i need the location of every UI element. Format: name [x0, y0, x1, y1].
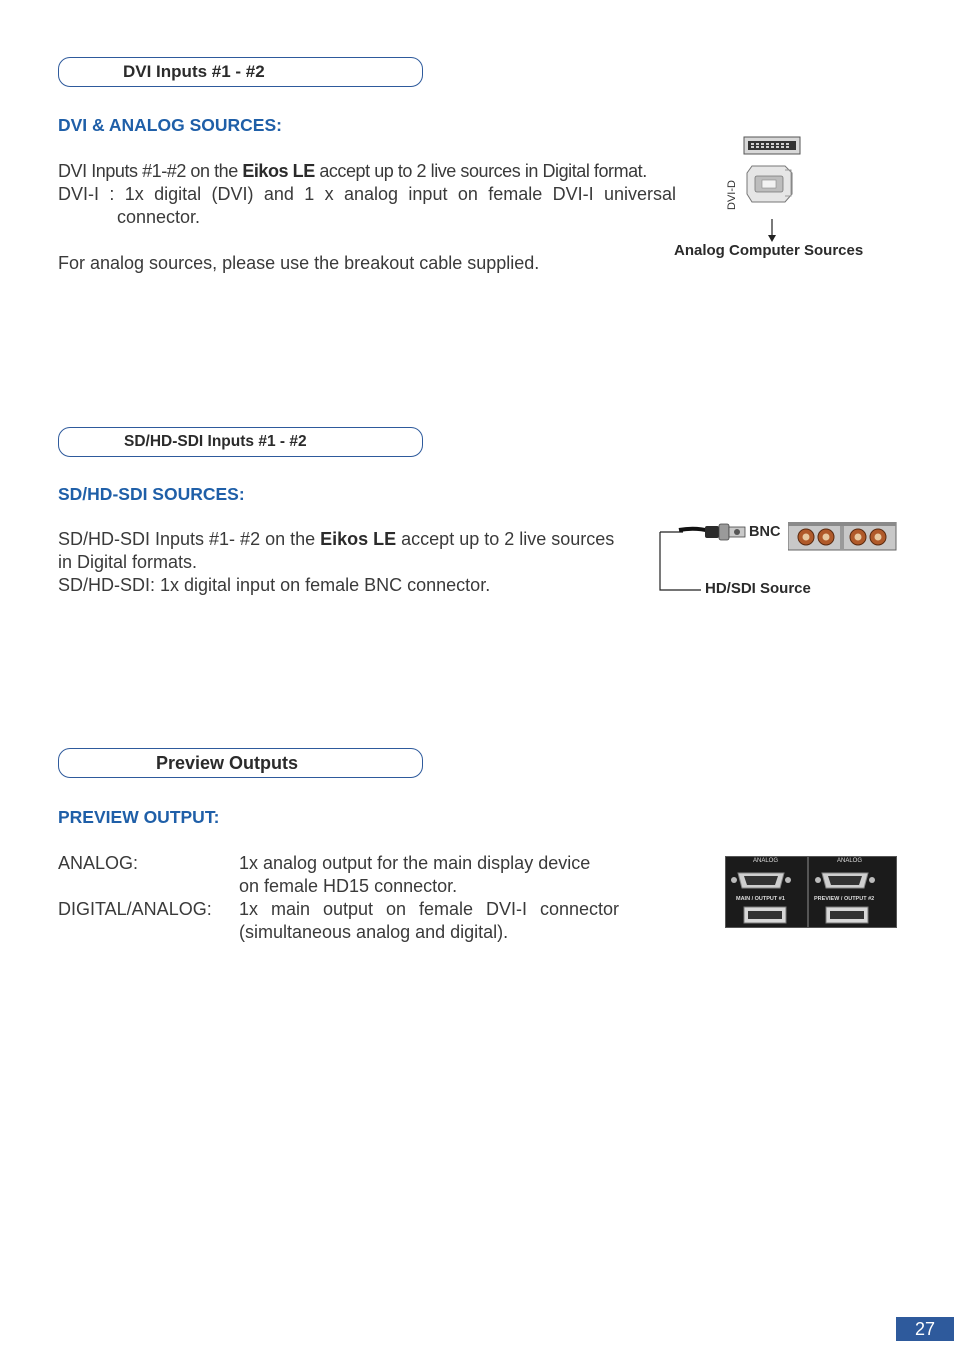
hd-sdi-source-caption: HD/SDI Source [705, 580, 811, 597]
dvi-paragraph: DVI Inputs #1-#2 on the Eikos LE accept up to 2 live sources in Digital format. [58, 161, 647, 181]
dvi-d-label: DVI-D [726, 180, 738, 210]
section-label-preview-outputs [58, 748, 423, 778]
digital-analog-description: 1x main output on female DVI-I connector [239, 899, 619, 919]
analog-breakout-note: For analog sources, please use the breakout cable supplied. [58, 253, 540, 273]
dvi-connector-illustration [725, 132, 825, 244]
product-name: Eikos LE [320, 529, 397, 549]
section-label-text: DVI Inputs #1 - #2 [123, 62, 265, 81]
section-heading-sdi-sources: SD/HD-SDI SOURCES: [58, 484, 245, 504]
dvi-description-line: DVI-I : 1x digital (DVI) and 1 x analog input on female DVI-I universal [58, 184, 676, 204]
sdi-connector-description: SD/HD-SDI: 1x digital input on female BNC connector. [58, 575, 491, 595]
analog-term: ANALOG: [58, 853, 139, 873]
section-heading-dvi-analog: DVI & ANALOG SOURCES: [58, 115, 282, 135]
analog-description-continuation: on female HD15 connector. [239, 876, 458, 896]
panel-right-top-label: ANALOG [837, 858, 863, 864]
analog-computer-sources-caption: Analog Computer Sources [674, 242, 864, 259]
section-label-text: SD/HD-SDI Inputs #1 - #2 [124, 433, 307, 450]
digital-analog-description-continuation: (simultaneous analog and digital). [239, 922, 509, 942]
connector-panel-graphic [726, 857, 896, 927]
sdi-description-line: in Digital formats. [58, 552, 198, 572]
sdi-paragraph: SD/HD-SDI Inputs #1- #2 on the Eikos LE accept up to 2 live sources [58, 529, 615, 549]
section-label-text: Preview Outputs [156, 753, 299, 773]
panel-left-top-label: ANALOG [753, 858, 779, 864]
panel-right-bottom-label: PREVIEW / OUTPUT #2 [814, 896, 875, 902]
digital-analog-term: DIGITAL/ANALOG: [58, 899, 212, 919]
section-label-sdi-inputs [58, 427, 423, 457]
output-panel-illustration [725, 856, 897, 928]
analog-description: 1x analog output for the main display device [239, 853, 591, 873]
panel-left-bottom-label: MAIN / OUTPUT #1 [736, 896, 785, 902]
bnc-panel-illustration [788, 522, 898, 552]
product-name: Eikos LE [242, 161, 315, 181]
dvi-description-continuation: connector. [117, 207, 201, 227]
section-heading-preview-output: PREVIEW OUTPUT: [58, 807, 220, 827]
bnc-label: BNC [749, 524, 781, 540]
section-label-dvi-inputs [58, 57, 423, 87]
page-number: 27 [896, 1317, 954, 1341]
